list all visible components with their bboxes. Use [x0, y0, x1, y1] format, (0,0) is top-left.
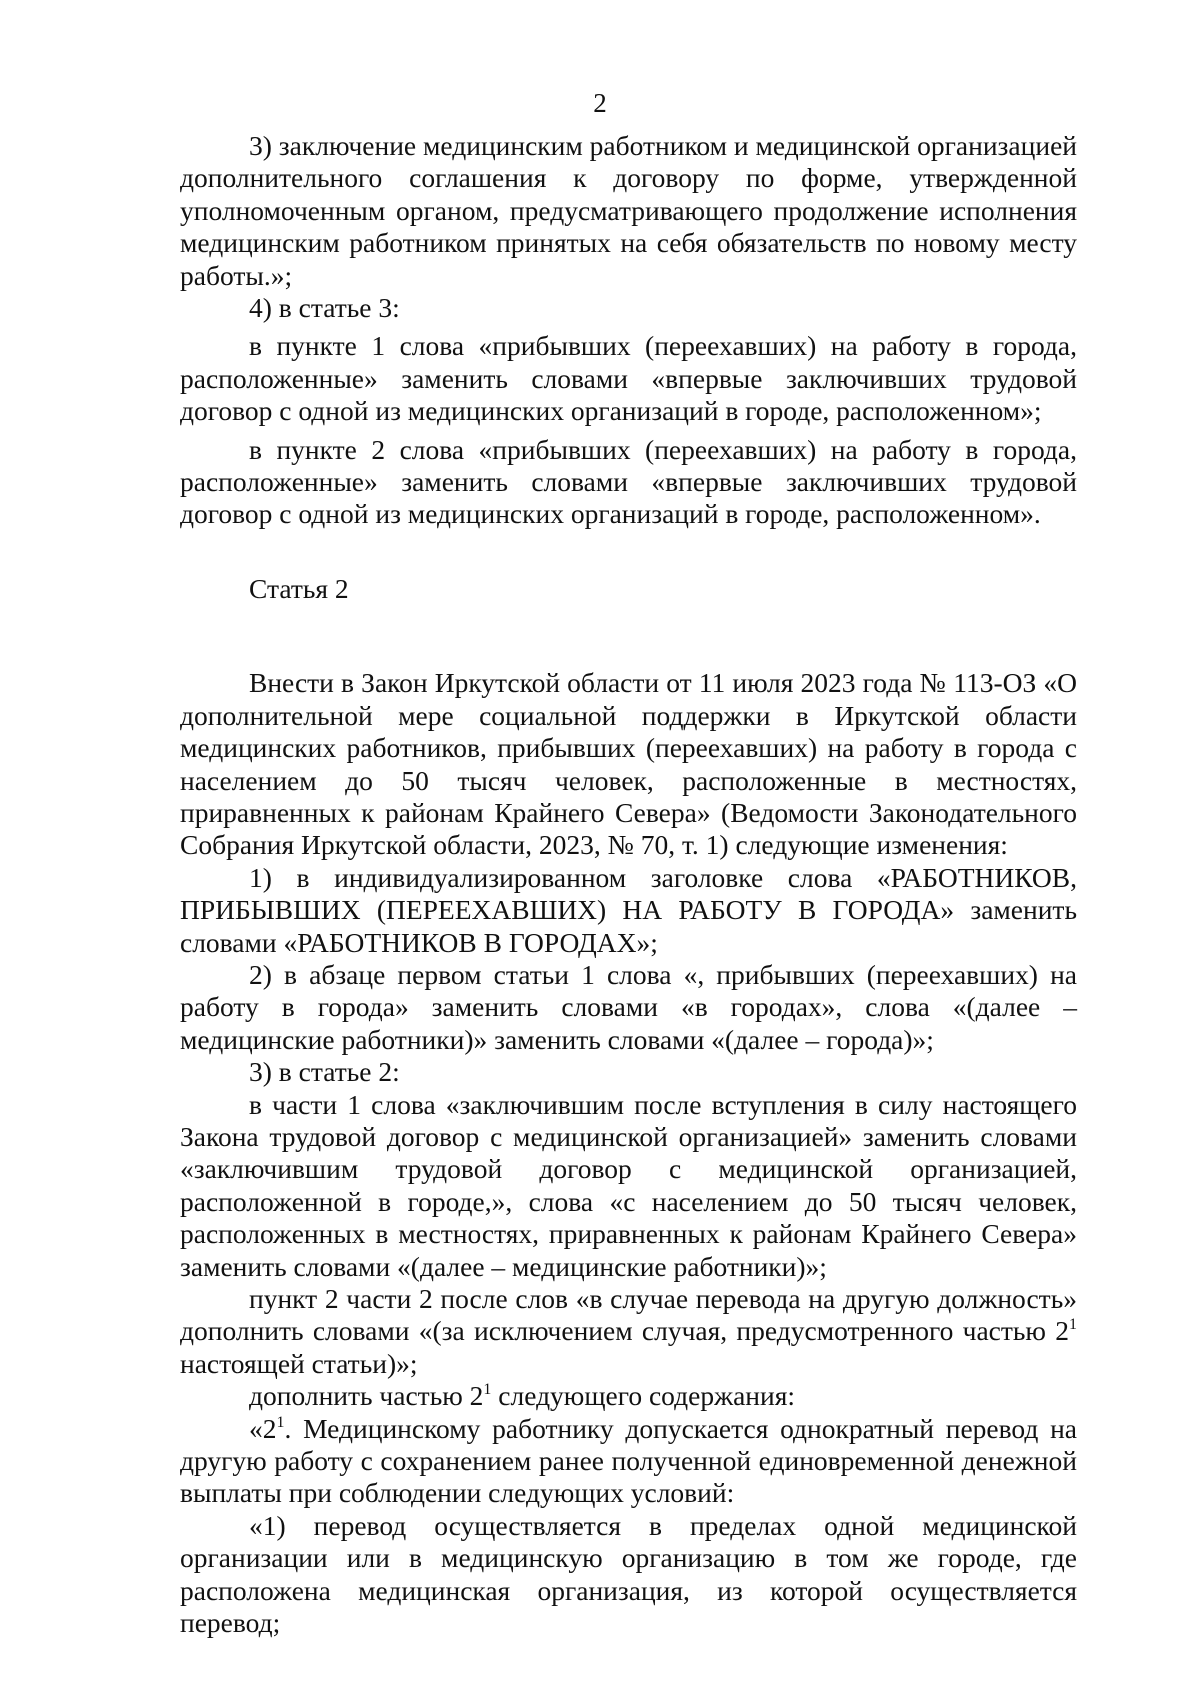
paragraph-change-1: 1) в индивидуализированном заголовке слова «РАБОТНИКОВ, ПРИБЫВШИХ (ПЕРЕЕХАВШИХ) НА РАБОТУ В ГОРОДА» заменить словами «РАБОТНИКОВ В ГОРОДАХ»;: [180, 861, 1077, 958]
paragraph-item-3: 3) заключение медицинским работником и медицинской организацией дополнительного соглашения к договору по форме, утвержденной уполномоченным органом, предусматривающего продолжение исполнения медицинским работником принятых на себя обязательств по новому месту работы.»;: [180, 130, 1077, 291]
paragraph-intro: Внести в Закон Иркутской области от 11 июля 2023 года № 113-ОЗ «О дополнительной мере социальной поддержки в Иркутской области медицинских работников, прибывших (переехавших) на работу в города с населением до 50 тысяч человек, расположенные в местностях, приравненных к районам Крайнего Севера» (Ведомости Законодательного Собрания Иркутской области, 2023, № 70, т. 1) следующие изменения:: [180, 667, 1077, 861]
superscript: 1: [1069, 1316, 1077, 1334]
text-run: «2: [249, 1412, 277, 1444]
paragraph-change-3: 3) в статье 2:: [249, 1056, 400, 1088]
paragraph-change-2: 2) в абзаце первом статьи 1 слова «, прибывших (переехавших) на работу в города» заменить словами «в городах», слова «(далее – медицинские работники)» заменить словами «(далее – города)»;: [180, 958, 1077, 1055]
superscript: 1: [483, 1381, 492, 1399]
paragraph-part-2: [180, 1283, 1077, 1380]
article-heading: Статья 2: [249, 572, 349, 604]
superscript: 1: [276, 1413, 285, 1431]
paragraph-point-2: в пункте 2 слова «прибывших (переехавших) на работу в города, расположенные» заменить словами «впервые заключивших трудовой договор с одной из медицинских организаций в городе, расположенном».: [180, 433, 1077, 530]
page-number: 2: [593, 88, 607, 118]
text-run: . Медицинскому работнику допускается однократный перевод на другую работу с сохранением ранее полученной единовременной денежной выплаты при соблюдении следующих условий:: [180, 1412, 1077, 1509]
document-body: [180, 130, 1077, 1639]
text-run: пункт 2 части 2 после слов «в случае перевода на другую должность» дополнить словами «(за исключением случая, предусмотренного частью 2: [180, 1283, 1077, 1347]
paragraph-item-4: 4) в статье 3:: [249, 292, 400, 324]
paragraph-point-1: в пункте 1 слова «прибывших (переехавших) на работу в города, расположенные» заменить словами «впервые заключивших трудовой договор с одной из медицинских организаций в городе, расположенном»;: [180, 330, 1077, 427]
paragraph-condition-1: «1) перевод осуществляется в пределах одной медицинской организации или в медицинскую организацию в том же городе, где расположена медицинская организация, из которой осуществляется перевод;: [180, 1509, 1077, 1639]
text-run: следующего содержания:: [491, 1380, 795, 1412]
paragraph-quote: [180, 1413, 1077, 1510]
text-run: настоящей статьи)»;: [180, 1347, 418, 1379]
paragraph-part-1: в части 1 слова «заключившим после вступления в силу настоящего Закона трудовой договор с медицинской организацией» заменить словами «заключившим трудовой договор с медицинской организацией, расположенной в городе,», слова «с населением до 50 тысяч человек, расположенных в местностях, приравненных к районам Крайнего Севера» заменить словами «(далее – медицинские работники)»;: [180, 1088, 1077, 1282]
text-run: дополнить частью 2: [249, 1380, 484, 1412]
paragraph-add-part: [180, 1380, 1077, 1412]
